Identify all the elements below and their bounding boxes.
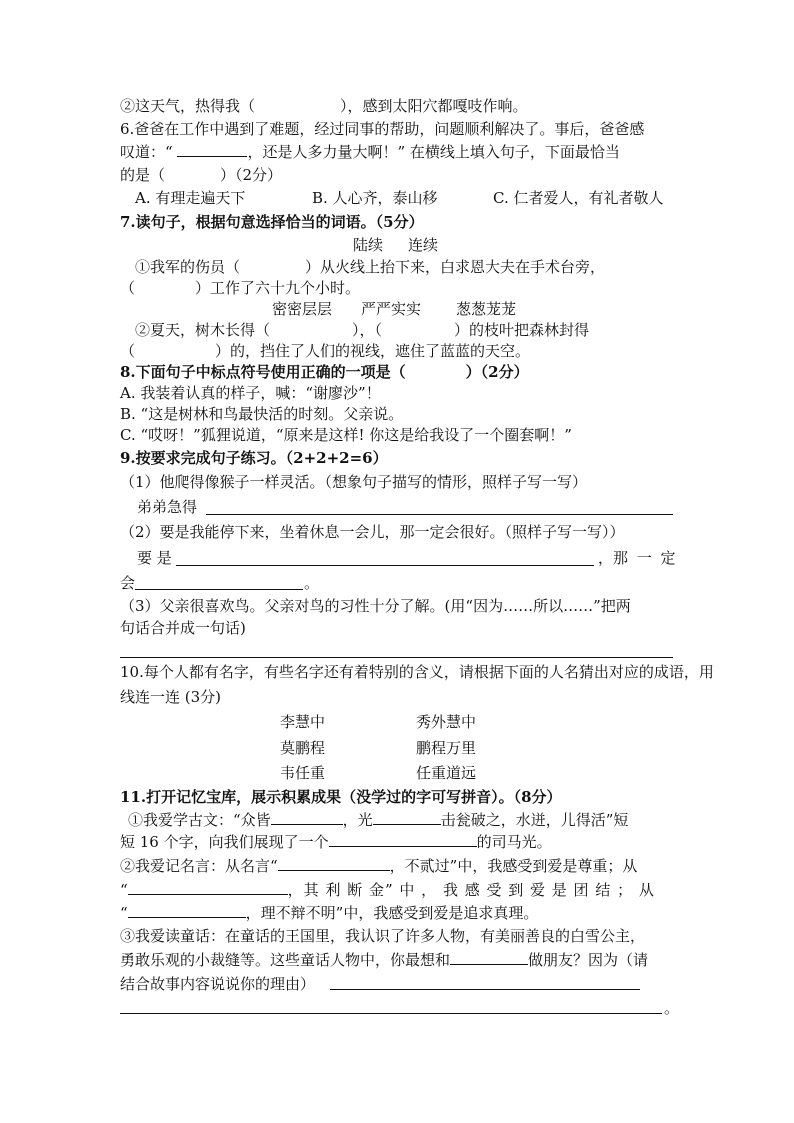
q11-reason-line-2[interactable] (120, 1013, 662, 1014)
q7-word-option-2: 连续 (408, 236, 439, 254)
q9-part-2-answer-line-1[interactable] (176, 565, 594, 566)
q9-part-1-prompt: 弟弟急得 (137, 498, 198, 516)
q11-blank-6[interactable] (128, 903, 246, 918)
q10-idiom-1[interactable]: 秀外慧中 (416, 713, 477, 731)
q11-blank-2[interactable] (373, 810, 441, 825)
q9-part-3-line-2: 句话合并成一句话) (120, 619, 246, 637)
q9-part-2-hui: 会 (120, 574, 136, 592)
q11-blank-7[interactable] (450, 950, 528, 965)
q7-word-option-1: 陆续 (353, 236, 384, 254)
q8-title: 8.下面句子中标点符号使用正确的一项是（ ）（2分） (120, 363, 529, 381)
q11-row-7: 勇敢乐观的小裁缝等。这些童话人物中，你最想和 做朋友？因为（请 (120, 951, 649, 969)
q7-sentence-1a: ①我军的伤员（ ）从火线上抬下来，白求恩大夫在手术台旁， (135, 258, 606, 276)
q9-part-2-end: 。 (304, 574, 320, 592)
q11-row-1: ①我爱学古文：“众皆 ，光 击瓮破之，水迸，儿得活”短 (128, 811, 629, 829)
q10-name-1[interactable]: 李慧中 (280, 713, 326, 731)
q6-option-b: B. 人心齐，泰山移 (312, 189, 438, 207)
q9-part-2-prefix: 要 是 (137, 549, 172, 567)
q9-part-2-answer-line-2[interactable] (135, 589, 303, 590)
q9-part-3-answer-line[interactable] (120, 657, 673, 658)
q11-title: 11.打开记忆宝库，展示积累成果（没学过的字可写拼音）。（8分） (120, 788, 562, 806)
q9-part-1-answer-line[interactable] (206, 514, 673, 515)
q10-idiom-3[interactable]: 任重道远 (416, 764, 477, 782)
q9-part-3-line-1: （3）父亲很喜欢鸟。父亲对鸟的习性十分了解。(用“因为……所以……”把两 (120, 597, 631, 615)
q11-reason-line-1[interactable] (330, 989, 640, 990)
q10-line-1: 10.每个人都有名字，有些名字还有着特别的含义，请根据下面的人名猜出对应的成语，用 (120, 663, 714, 681)
q7-word-option-5: 葱葱茏茏 (456, 300, 517, 318)
q11-row-2: 短 16 个字，向我们展现了一个 的司马光。 (120, 833, 552, 851)
q11-blank-4[interactable] (278, 856, 390, 871)
q10-name-3[interactable]: 韦任重 (280, 764, 326, 782)
q6-line-3: 的是（ ）（2分） (120, 166, 283, 184)
q11-blank-3[interactable] (329, 832, 477, 847)
q11-row-3: ②我爱记名言：从名言“ ，不贰过”中，我感受到爱是尊重；从 (120, 857, 638, 875)
q10-line-2: 线连一连 (3分) (120, 688, 222, 706)
q6-option-a: A. 有理走遍天下 (135, 189, 246, 207)
q9-title: 9.按要求完成句子练习。（2+2+2=6） (120, 449, 388, 467)
q7-sentence-2b: （ ）的，挡住了人们的视线，遮住了蓝蓝的天空。 (120, 342, 531, 360)
q9-part-2: （2）要是我能停下来，坐着休息一会儿，那一定会很好。（照样子写一写）） (120, 523, 625, 541)
q11-row-6: ③我爱读童话：在童话的王国里，我认识了许多人物，有美丽善良的白雪公主， (120, 927, 646, 945)
q7-sentence-1b: （ ）工作了六十九个小时。 (120, 279, 361, 297)
q9-part-1: （1）他爬得像猴子一样灵活。（想象句子描写的情形，照样子写一写） (120, 473, 588, 491)
q7-title: 7.读句子，根据句意选择恰当的词语。（5分） (120, 213, 424, 231)
q7-word-option-3: 密密层层 (272, 300, 333, 318)
q10-name-2[interactable]: 莫鹏程 (280, 739, 326, 757)
q8-option-c: C. “哎呀！”狐狸说道，“原来是这样! 你这是给我设了一个圈套啊！” (120, 426, 572, 444)
q11-blank-5[interactable] (128, 880, 288, 895)
q6-line-2: 叹道：“ ，还是人多力量大啊！” 在横线上填入句子，下面最恰当 (120, 143, 620, 161)
q6-option-c: C. 仁者爱人，有礼者敬人 (493, 189, 664, 207)
q9-part-2-mid: ，那 一 定 (598, 549, 676, 567)
q8-option-b: B. “这是树林和鸟最快活的时刻。父亲说。 (120, 405, 404, 423)
q5-sentence-2: ②这天气，热得我（ ），感到太阳穴都嘎吱作响。 (120, 97, 528, 115)
q11-row-4: “ ，其 利 断 金” 中 ， 我 感 受 到 爱 是 团 结 ； 从 (120, 881, 655, 899)
q11-row-5: “ ，理不辩不明”中，我感受到爱是追求真理。 (120, 904, 539, 922)
q7-word-option-4: 严严实实 (361, 300, 422, 318)
q6-line-1: 6.爸爸在工作中遇到了难题，经过同事的帮助，问题顺利解决了。事后，爸爸感 (120, 120, 645, 138)
q11-end-period: 。 (664, 999, 680, 1017)
q7-sentence-2a: ②夏天，树木长得（ ），（ ）的枝叶把森林封得 (135, 321, 590, 339)
q8-option-a: A. 我装着认真的样子，喊：“谢廖沙”！ (120, 384, 381, 402)
q11-row-8: 结合故事内容说说你的理由） (120, 975, 316, 993)
q6-blank-sentence[interactable] (177, 142, 247, 157)
q11-blank-1[interactable] (271, 810, 343, 825)
q10-idiom-2[interactable]: 鹏程万里 (416, 739, 477, 757)
